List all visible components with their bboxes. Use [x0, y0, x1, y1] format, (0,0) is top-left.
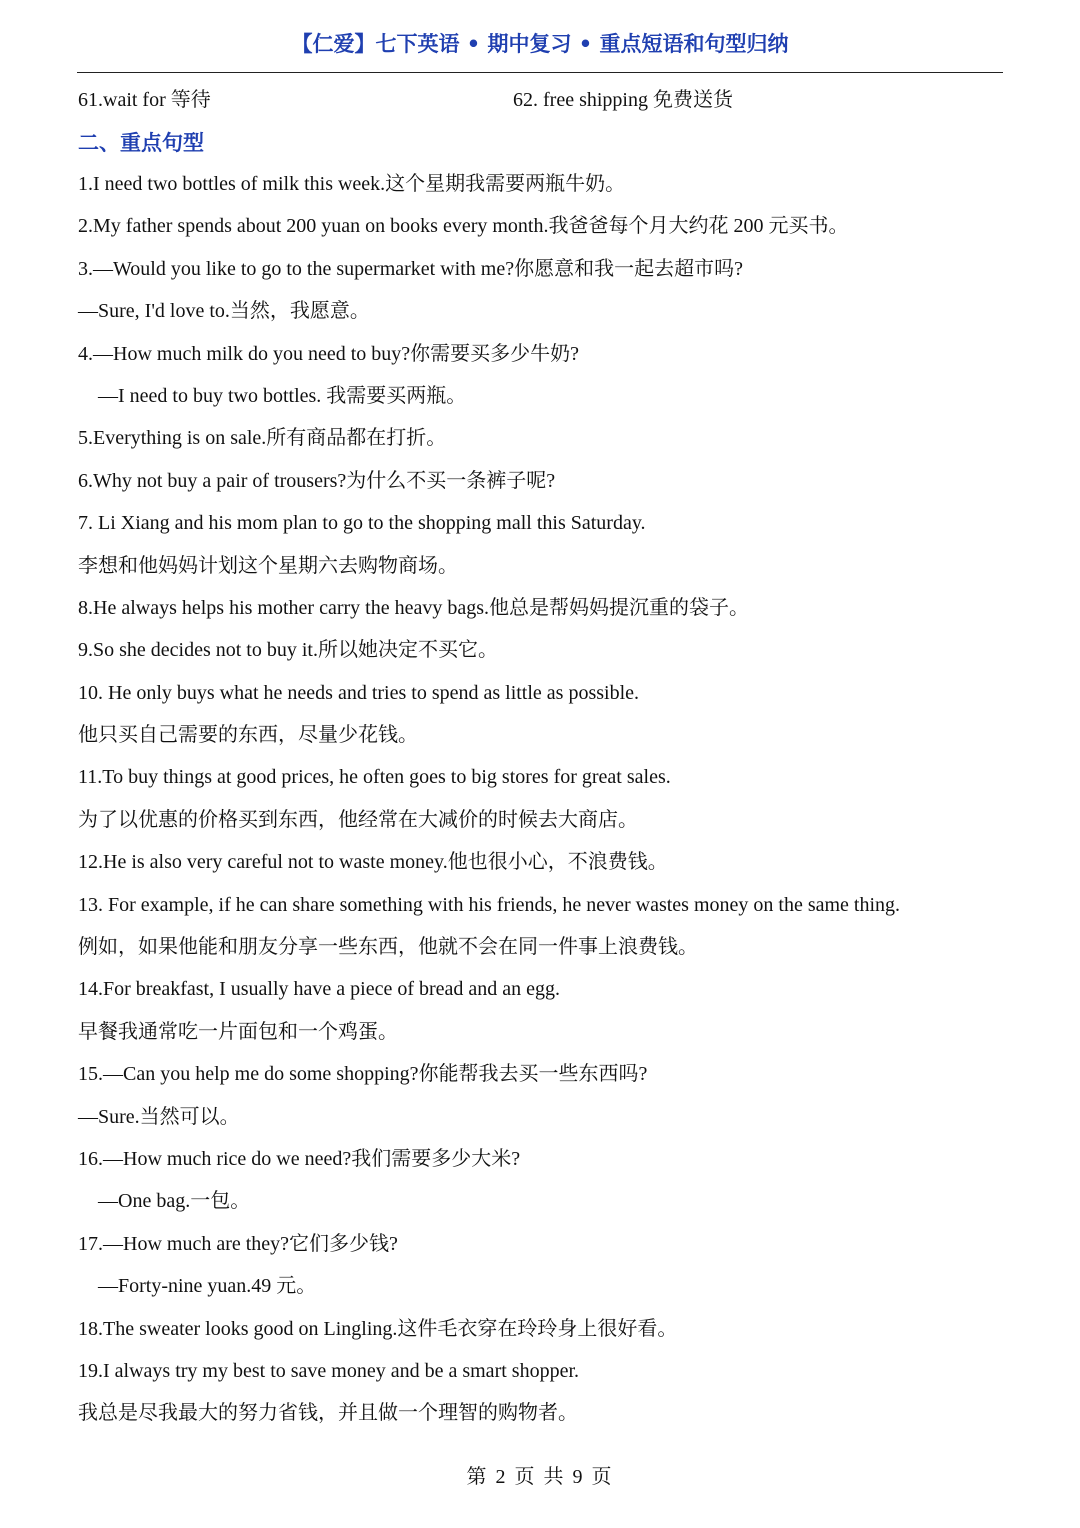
sentence-line: 5.Everything is on sale.所有商品都在打折。 — [78, 427, 447, 450]
header-divider — [77, 72, 1003, 73]
sentence-list — [78, 169, 1008, 1441]
sentence-line: 19.I always try my best to save money and be a smart shopper. — [78, 1359, 579, 1382]
sentence-line: 早餐我通常吃一片面包和一个鸡蛋。 — [78, 1020, 398, 1043]
sentence-line: 17.—How much are they?它们多少钱? — [78, 1232, 398, 1255]
sentence-line: 我总是尽我最大的努力省钱，并且做一个理智的购物者。 — [78, 1402, 578, 1425]
sentence-line: 4.—How much milk do you need to buy?你需要买多少牛奶? — [78, 342, 580, 365]
sentence-line: 16.—How much rice do we need?我们需要多少大米? — [78, 1147, 521, 1170]
sentence-line: 11.To buy things at good prices, he often goes to big stores for great sales. — [78, 766, 671, 789]
sentence-line: 例如，如果他能和朋友分享一些东西，他就不会在同一件事上浪费钱。 — [78, 936, 698, 959]
sentence-line: 10. He only buys what he needs and tries to spend as little as possible. — [78, 681, 640, 704]
sentence-line: 9.So she decides not to buy it.所以她决定不买它。 — [78, 639, 498, 662]
sentence-line: 7. Li Xiang and his mom plan to go to the shopping mall this Saturday. — [78, 512, 646, 535]
sentence-line: 18.The sweater looks good on Lingling.这件毛衣穿在玲玲身上很好看。 — [78, 1317, 678, 1340]
sentence-line: —Sure.当然可以。 — [78, 1105, 240, 1128]
sentence-line: 13. For example, if he can share something with his friends, he never wastes money on the same thing. — [78, 893, 901, 916]
section-title: 二、重点句型 — [78, 131, 204, 155]
sentence-line: 15.—Can you help me do some shopping?你能帮我去买一些东西吗? — [78, 1063, 648, 1086]
sentence-line: 12.He is also very careful not to waste money.他也很小心，不浪费钱。 — [78, 851, 668, 874]
sentence-line: —One bag.一包。 — [98, 1190, 251, 1213]
page-number: 第 2 页 共 9 页 — [466, 1466, 614, 1488]
phrase-61: 61.wait for 等待 — [78, 89, 211, 111]
page-header-title: 【仁爱】七下英语 • 期中复习 • 重点短语和句型归纳 — [291, 32, 789, 56]
sentence-line: 李想和他妈妈计划这个星期六去购物商场。 — [78, 554, 458, 577]
phrase-62: 62. free shipping 免费送货 — [513, 89, 733, 111]
sentence-line: —Sure, I'd love to.当然，我愿意。 — [78, 300, 370, 323]
sentence-line: 1.I need two bottles of milk this week.这个星期我需要两瓶牛奶。 — [78, 173, 626, 195]
phrase-row — [78, 83, 998, 115]
sentence-line: —Forty-nine yuan.49 元。 — [98, 1275, 317, 1298]
sentence-line: 为了以优惠的价格买到东西，他经常在大减价的时候去大商店。 — [78, 808, 638, 831]
sentence-line: 8.He always helps his mother carry the heavy bags.他总是帮妈妈提沉重的袋子。 — [78, 596, 749, 619]
sentence-line: 14.For breakfast, I usually have a piece of bread and an egg. — [78, 978, 561, 1001]
sentence-line: —I need to buy two bottles. 我需要买两瓶。 — [98, 384, 467, 407]
sentence-line: 6.Why not buy a pair of trousers?为什么不买一条裤子呢? — [78, 469, 556, 492]
sentence-line: 他只买自己需要的东西，尽量少花钱。 — [78, 724, 418, 747]
sentence-line: 2.My father spends about 200 yuan on books every month.我爸爸每个月大约花 200 元买书。 — [78, 215, 849, 238]
sentence-line: 3.—Would you like to go to the supermarket with me?你愿意和我一起去超市吗? — [78, 257, 743, 280]
